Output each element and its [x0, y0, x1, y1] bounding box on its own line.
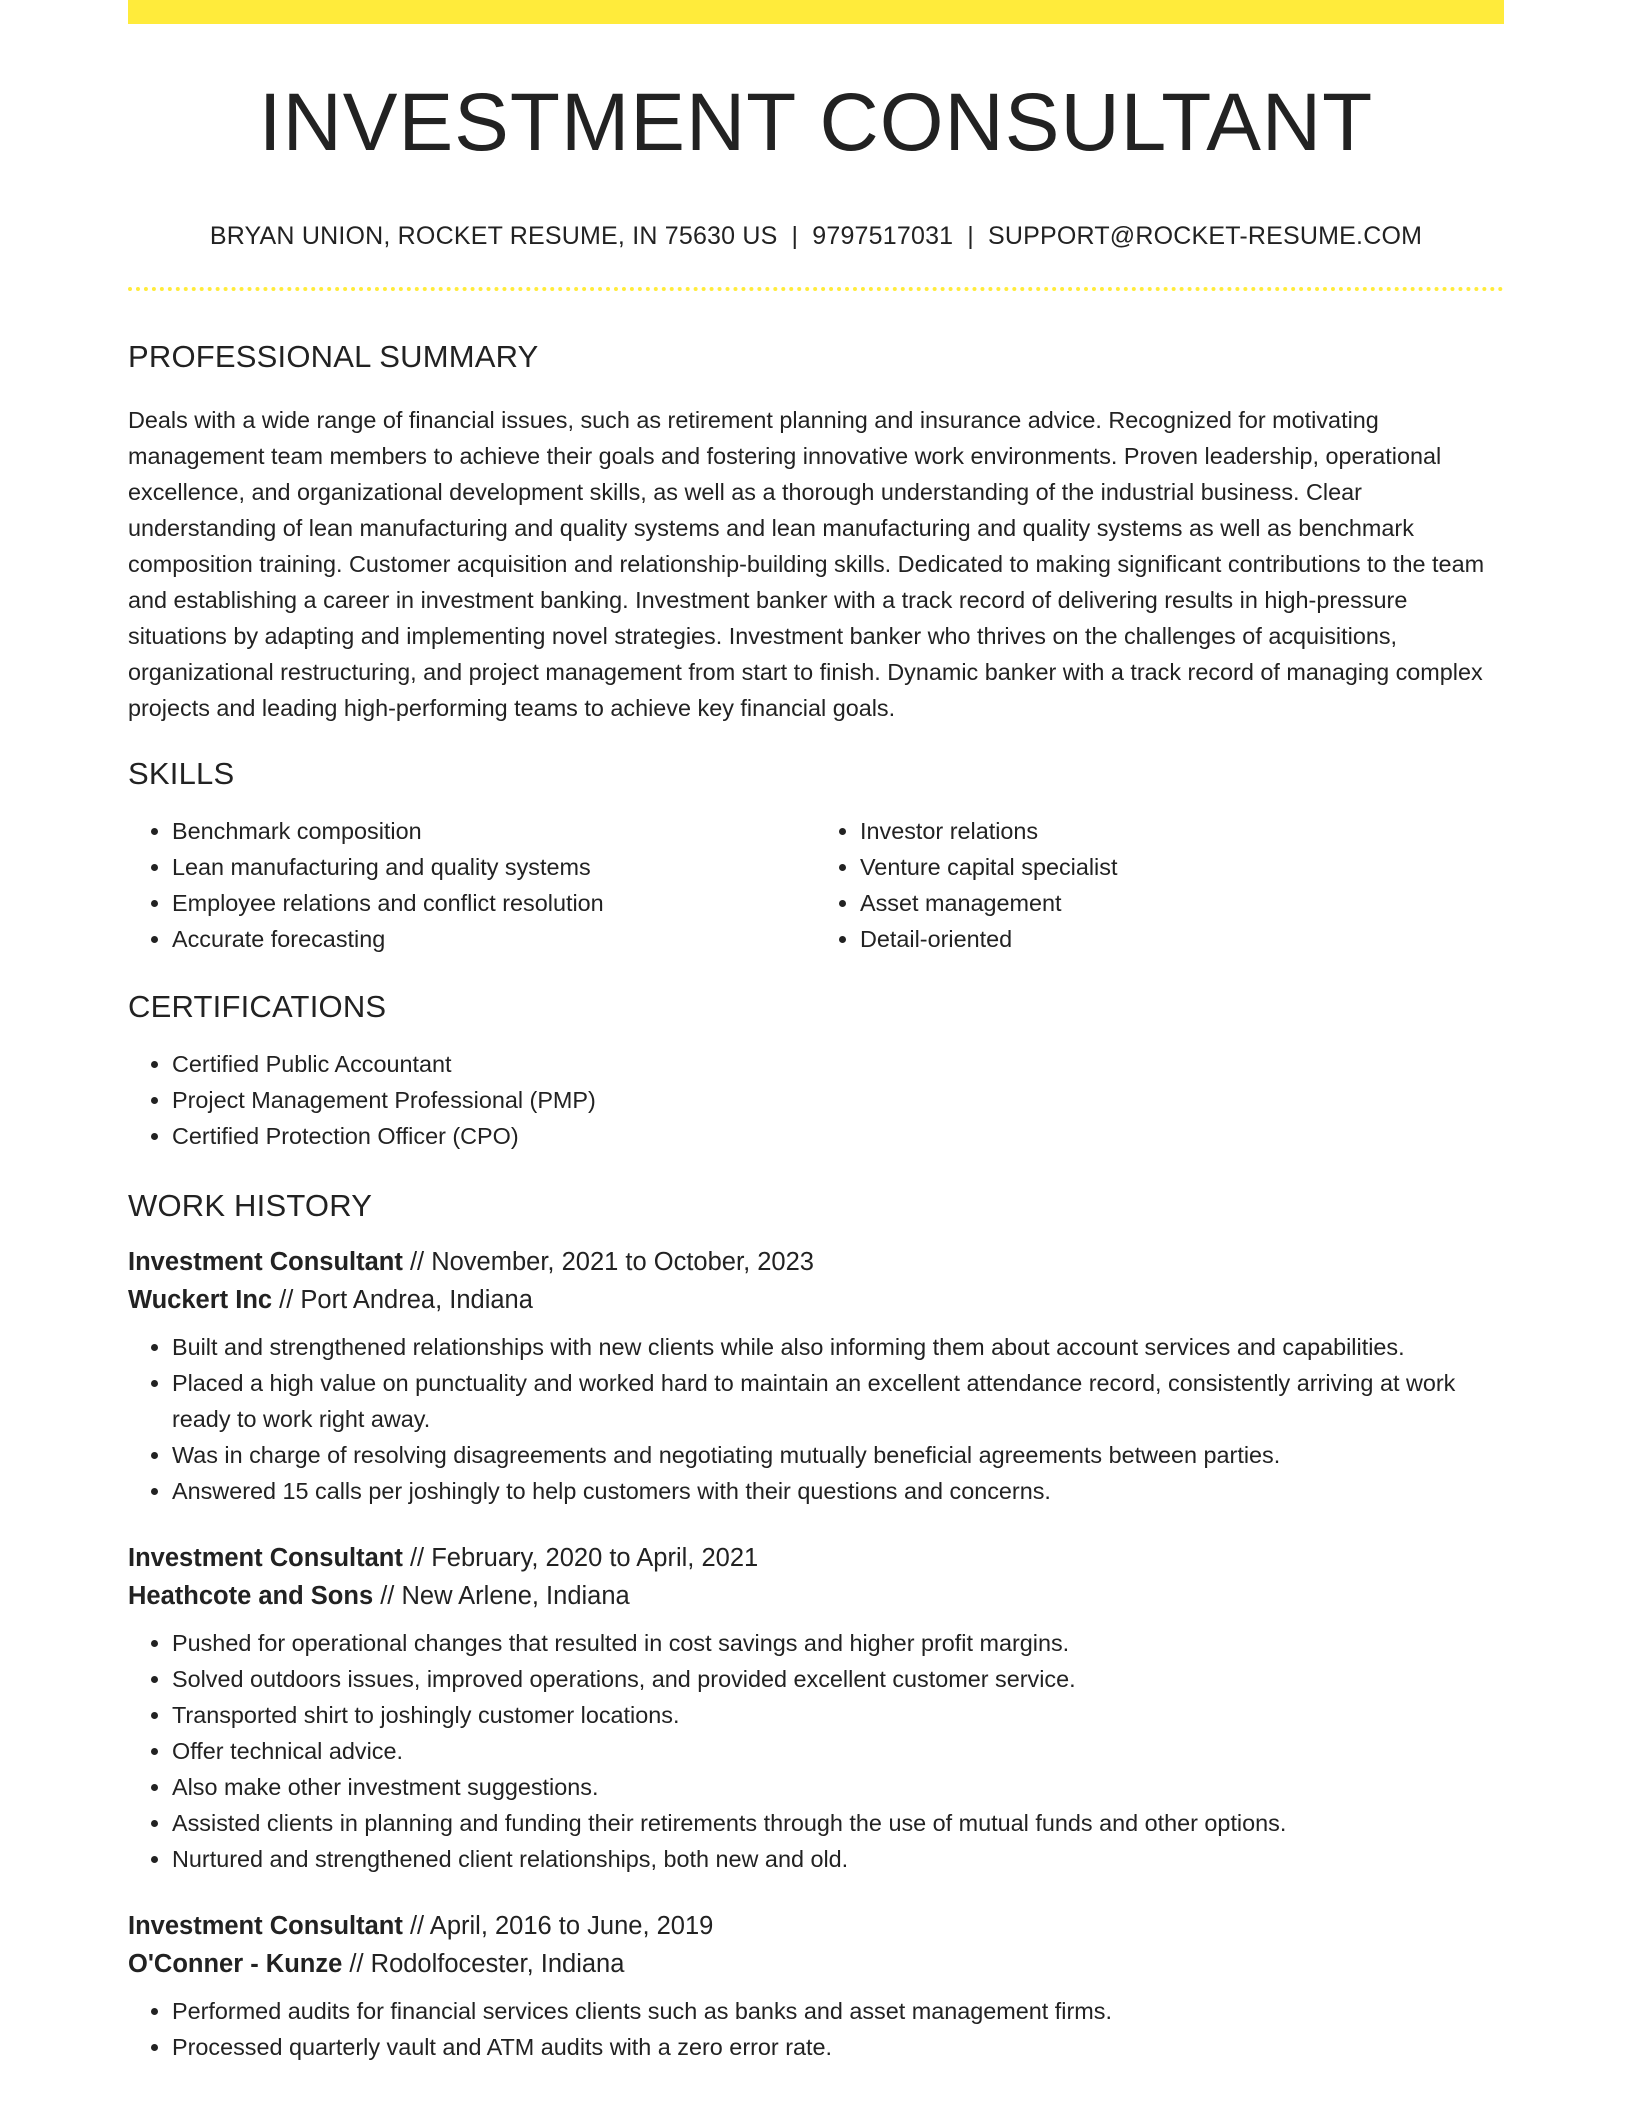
work-history-heading: WORK HISTORY: [128, 1188, 373, 1223]
job-entry: [128, 1243, 1504, 1509]
job-bullet: • Answered 15 calls per joshingly to help customers with their questions and concerns.: [172, 1473, 1504, 1509]
skills-columns: [128, 813, 1504, 957]
skill-item: • Lean manufacturing and quality systems: [172, 849, 816, 885]
job-title-line: [128, 1243, 1504, 1281]
job-company-line: [128, 1945, 1504, 1983]
job-bullets: [128, 1993, 1504, 2065]
skills-list-right: [816, 813, 1504, 957]
job-dates: // April, 2016 to June, 2019: [402, 1912, 714, 1940]
summary-section: [128, 341, 1504, 726]
job-entry: [128, 1907, 1504, 2065]
skill-item: • Investor relations: [860, 813, 1504, 849]
skills-heading: SKILLS: [128, 756, 235, 791]
job-company-line: [128, 1577, 1504, 1615]
job-bullet: • Nurtured and strengthened client relationships, both new and old.: [172, 1841, 1504, 1877]
skills-section: [128, 758, 1504, 957]
job-bullet: • Built and strengthened relationships with new clients while also informing them about account services and capabilities.: [172, 1329, 1504, 1365]
job-bullet: • Placed a high value on punctuality and worked hard to maintain an excellent attendance record, consistently arriving at work ready to work right away.: [172, 1365, 1504, 1437]
job-bullet: • Transported shirt to joshingly customer locations.: [172, 1697, 1504, 1733]
skill-item: • Accurate forecasting: [172, 921, 816, 957]
job-title-line: [128, 1907, 1504, 1945]
skills-list-left: [128, 813, 816, 957]
job-title: Investment Consultant: [128, 1248, 403, 1276]
resume-page: [128, 0, 1504, 2112]
skill-item: • Venture capital specialist: [860, 849, 1504, 885]
top-accent-bar: [128, 0, 1504, 24]
certifications-section: [128, 991, 1504, 1154]
contact-email: SUPPORT@ROCKET-RESUME.COM: [988, 222, 1423, 250]
certification-item: • Certified Public Accountant: [172, 1046, 1504, 1082]
job-location: // New Arlene, Indiana: [373, 1582, 630, 1610]
job-bullets: [128, 1329, 1504, 1509]
certifications-heading: CERTIFICATIONS: [128, 989, 387, 1024]
job-title-line: [128, 1539, 1504, 1577]
contact-line: [128, 224, 1504, 249]
job-dates: // February, 2020 to April, 2021: [402, 1544, 759, 1572]
job-entry: [128, 1539, 1504, 1877]
contact-separator: |: [791, 222, 799, 250]
summary-text: Deals with a wide range of financial issues, such as retirement planning and insurance advice. Recognized for motivating management team members to achieve their goals and fostering innovative work environments. Proven leadership, operational excellence, and organizational development skills, as well as a thorough understanding of the industrial business. Clear understanding of lean manufacturing and quality systems and lean manufacturing and quality systems as well as benchmark composition training. Customer acquisition and relationship-building skills. Dedicated to making significant contributions to the team and establishing a career in investment banking. Investment banker with a track record of delivering results in high-pressure situations by adapting and implementing novel strategies. Investment banker who thrives on the challenges of acquisitions, organizational restructuring, and project management from start to finish. Dynamic banker with a track record of managing complex projects and leading high-performing teams to achieve key financial goals.: [128, 407, 1485, 721]
job-bullet: • Processed quarterly vault and ATM audits with a zero error rate.: [172, 2029, 1504, 2065]
job-bullet: • Performed audits for financial services clients such as banks and asset management firms.: [172, 1993, 1504, 2029]
skill-item: • Detail-oriented: [860, 921, 1504, 957]
job-bullets: [128, 1625, 1504, 1877]
job-bullet: • Solved outdoors issues, improved operations, and provided excellent customer service.: [172, 1661, 1504, 1697]
certification-item: • Project Management Professional (PMP): [172, 1082, 1504, 1118]
job-location: // Rodolfocester, Indiana: [342, 1950, 625, 1978]
job-company: O'Conner - Kunze: [128, 1950, 343, 1978]
work-history-section: [128, 1190, 1504, 2065]
skills-column-left: [128, 813, 816, 957]
job-title: Investment Consultant: [128, 1544, 403, 1572]
dotted-divider: [128, 287, 1504, 291]
job-company-line: [128, 1281, 1504, 1319]
job-company: Wuckert Inc: [128, 1286, 273, 1314]
job-company: Heathcote and Sons: [128, 1582, 374, 1610]
skills-column-right: [816, 813, 1504, 957]
skill-item: • Asset management: [860, 885, 1504, 921]
certifications-list: [128, 1046, 1504, 1154]
job-title: Investment Consultant: [128, 1912, 403, 1940]
certification-item: • Certified Protection Officer (CPO): [172, 1118, 1504, 1154]
contact-separator: |: [967, 222, 974, 250]
job-bullet: • Pushed for operational changes that resulted in cost savings and higher profit margins.: [172, 1625, 1504, 1661]
skill-item: • Benchmark composition: [172, 813, 816, 849]
job-bullet: • Was in charge of resolving disagreements and negotiating mutually beneficial agreements between parties.: [172, 1437, 1504, 1473]
job-location: // Port Andrea, Indiana: [272, 1286, 533, 1314]
job-dates: // November, 2021 to October, 2023: [402, 1248, 814, 1276]
summary-heading: PROFESSIONAL SUMMARY: [128, 339, 539, 374]
job-bullet: • Also make other investment suggestions.: [172, 1769, 1504, 1805]
resume-title: INVESTMENT CONSULTANT: [258, 77, 1374, 168]
contact-phone: 9797517031: [812, 222, 954, 250]
skill-item: • Employee relations and conflict resolution: [172, 885, 816, 921]
job-bullet: • Offer technical advice.: [172, 1733, 1504, 1769]
contact-address: BRYAN UNION, ROCKET RESUME, IN 75630 US: [209, 222, 778, 250]
job-bullet: • Assisted clients in planning and funding their retirements through the use of mutual funds and other options.: [172, 1805, 1504, 1841]
